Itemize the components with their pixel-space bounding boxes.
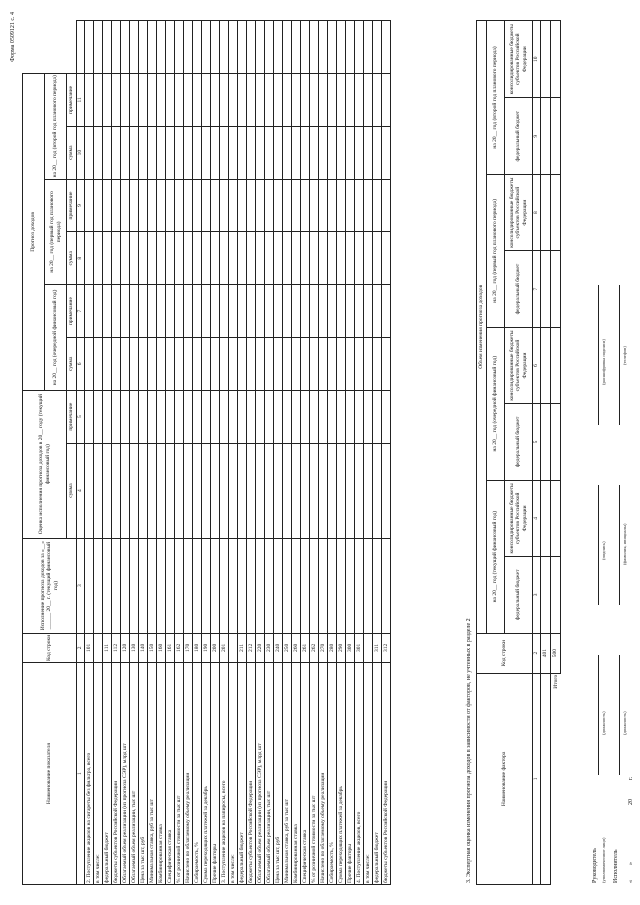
row-name: Облагаемый объем реализации, тыс шт <box>265 663 274 885</box>
row-code: 130 <box>130 633 139 663</box>
row-name: в том числе: <box>94 663 103 885</box>
s3-change-header: Объем изменения прогноза доходов <box>477 21 487 634</box>
subhead-sum-2: сумма <box>67 337 77 390</box>
row-name: бюджеты субъектов Российской Федерации <box>112 663 121 885</box>
table-row <box>229 21 238 885</box>
row-name: Прочие факторы <box>211 663 220 885</box>
sig-head2: (уполномоченное лицо) <box>601 837 606 883</box>
row-code: 140 <box>139 633 148 663</box>
s3-col-number: 10 <box>533 21 541 99</box>
row-code: 230 <box>265 633 274 663</box>
col-exec-header: Исполнение прогноза доходов за «__» ______ 20__ г. (текущий финансовый год) <box>23 538 77 633</box>
sig-date-g: г. <box>628 776 634 780</box>
row-code: 262 <box>310 633 319 663</box>
s3-sub-fed: федеральный бюджет <box>505 557 533 633</box>
row-code: 290 <box>337 633 346 663</box>
row-code: 220 <box>256 633 265 663</box>
main-table <box>22 20 391 885</box>
row-name: 4. Поступление акцизов, всего <box>355 663 364 885</box>
table-row <box>103 21 112 885</box>
row-code: 311 <box>373 633 382 663</box>
sig-sign-1: (подпись) <box>601 541 606 560</box>
col-y2-header: на 20__ год (первый год планового периода) <box>45 179 67 285</box>
s3-y1-header: на 20__ год (очередной финансовый год) <box>487 327 505 480</box>
col-number: 11 <box>77 73 85 126</box>
row-name: Минимальная ставка, руб за тыс шт <box>148 663 157 885</box>
sig-date-y: 20 <box>628 799 634 805</box>
row-name: Облагаемый объем реализации, тыс шт <box>130 663 139 885</box>
sig-date-q: « <box>628 880 634 883</box>
col-number: 4 <box>77 443 85 538</box>
section3-title: 3. Экспертная оценка изменения прогноза доходов в зависимости от факторов, не учтенных в разделе 2 <box>466 618 472 883</box>
table-row <box>355 21 364 885</box>
row-name: Цена за тыс шт, руб <box>274 663 283 885</box>
row-code: 280 <box>328 633 337 663</box>
row-name: Собираемость, % <box>193 663 202 885</box>
row-code: 101 <box>85 633 94 663</box>
row-code: 270 <box>319 633 328 663</box>
col-number: 10 <box>77 126 85 179</box>
table-row <box>346 21 355 885</box>
row-name: в том числе: <box>364 663 373 885</box>
row-name: Начислено по облагаемому объему реализации <box>184 663 193 885</box>
table-row <box>265 21 274 885</box>
col-number: 5 <box>77 390 85 443</box>
row-code: 211 <box>238 633 247 663</box>
row-code: 111 <box>103 633 112 663</box>
row-name: Комбинированная ставка <box>292 663 301 885</box>
subhead-note-1: примечание <box>67 390 77 443</box>
row-name: федеральный бюджет <box>103 663 112 885</box>
s3-y2-header: на 20__ год (первый год планового периода) <box>487 174 505 327</box>
col-name-header: Наименование показателя <box>23 663 77 885</box>
row-name: в том числе: <box>229 663 238 885</box>
row-code: 300 <box>346 633 355 663</box>
row-code: 240 <box>274 633 283 663</box>
table-row <box>94 21 103 885</box>
row-code: 161 <box>166 633 175 663</box>
row-name: бюджеты субъектов Российской Федерации <box>382 663 391 885</box>
row-code: 162 <box>175 633 184 663</box>
row-name: Минимальная ставка, руб за тыс шт <box>283 663 292 885</box>
s3-col-number: 8 <box>533 174 541 250</box>
row-name: Облагаемый объем реализации (из прогноза СЭР), млрд шт <box>256 663 265 885</box>
subhead-note-3: примечание <box>67 285 77 338</box>
row-code: 112 <box>112 633 121 663</box>
row-code: 301 <box>355 633 364 663</box>
row-code: 200 <box>211 633 220 663</box>
s3-sub-cons: консолидированные бюджеты субъектов Российской Федерации <box>505 21 533 99</box>
table-row <box>283 21 292 885</box>
row-code <box>94 633 103 663</box>
row-name: Сумма переходящих платежей за декабрь <box>202 663 211 885</box>
s3-row-code: 401 <box>541 633 551 673</box>
table-row <box>184 21 193 885</box>
row-code: 201 <box>220 633 229 663</box>
col-y1-header: на 20__ год (очередной финансовый год) <box>45 285 67 391</box>
table-row <box>202 21 211 885</box>
subhead-sum-6: сумма <box>67 126 77 179</box>
row-code: 212 <box>247 633 256 663</box>
table-row <box>139 21 148 885</box>
s3-sub-cons: консолидированные бюджеты субъектов Российской Федерации <box>505 174 533 250</box>
table-row <box>220 21 229 885</box>
row-name: 3. Поступление акцизов на папиросы, всего <box>220 663 229 885</box>
col-code-header: Код строки <box>23 633 77 663</box>
col-number: 7 <box>77 285 85 338</box>
row-name: Комбинированная ставка <box>157 663 166 885</box>
row-name: Облагаемый объем реализации (из прогноза СЭР), млрд шт <box>121 663 130 885</box>
table-row <box>274 21 283 885</box>
row-code: 312 <box>382 633 391 663</box>
table-row <box>148 21 157 885</box>
col-number: 1 <box>77 663 85 885</box>
table-row <box>364 21 373 885</box>
sig-exec: Исполнитель <box>613 849 619 883</box>
s3-col-number: 2 <box>533 633 541 673</box>
row-code <box>364 633 373 663</box>
row-code: 150 <box>148 633 157 663</box>
subhead-note-7: примечание <box>67 73 77 126</box>
form-code: Форма 0509121 с. 4 <box>10 12 16 62</box>
s3-col-number: 7 <box>533 251 541 327</box>
table-row <box>310 21 319 885</box>
row-name: бюджеты субъектов Российской Федерации <box>247 663 256 885</box>
s3-col-number: 6 <box>533 327 541 403</box>
table-row <box>238 21 247 885</box>
table-row <box>193 21 202 885</box>
row-code: 260 <box>292 633 301 663</box>
row-name: федеральный бюджет <box>373 663 382 885</box>
sig-decode: (расшифровка подписи) <box>601 339 606 385</box>
s3-total-code: 500 <box>551 633 561 673</box>
s3-y3-header: на 20__ год (второй год планового периода) <box>487 21 505 175</box>
row-code: 120 <box>121 633 130 663</box>
s3-y0-header: на 20__ год (текущий финансовый год) <box>487 480 505 633</box>
table-row <box>319 21 328 885</box>
row-name: Прочие факторы <box>346 663 355 885</box>
row-code: 160 <box>157 633 166 663</box>
row-code <box>229 633 238 663</box>
table-row <box>328 21 337 885</box>
col-est-header: Оценка исполнения прогноза доходов в 20__ году (текущий финансовый год) <box>23 390 67 538</box>
row-name: % от розничной стоимости за тыс шт <box>175 663 184 885</box>
s3-sub-cons: консолидированные бюджеты субъектов Российской Федерации <box>505 327 533 403</box>
row-name: Специфическая ставка <box>166 663 175 885</box>
row-name: федеральный бюджет <box>238 663 247 885</box>
row-name: Собираемость, % <box>328 663 337 885</box>
subhead-note-5: примечание <box>67 179 77 232</box>
s3-col-number: 1 <box>533 673 541 884</box>
col-forecast-header: Прогноз доходов <box>23 73 45 390</box>
table-row <box>373 21 382 885</box>
s3-sub-fed: федеральный бюджет <box>505 251 533 327</box>
col-number: 3 <box>77 538 85 633</box>
table-row <box>85 21 94 885</box>
s3-col-number: 3 <box>533 557 541 633</box>
sig-pos-2: (должность) <box>622 711 627 735</box>
row-name: Специфическая ставка <box>301 663 310 885</box>
row-code: 250 <box>283 633 292 663</box>
table-row <box>211 21 220 885</box>
row-code: 261 <box>301 633 310 663</box>
row-name: 2. Поступление акцизов на сигареты без фильтра, всего <box>85 663 94 885</box>
table-row <box>301 21 310 885</box>
table-row <box>292 21 301 885</box>
row-name: Цена за тыс шт, руб <box>139 663 148 885</box>
s3-code-header: Код строки <box>477 633 533 673</box>
row-name: % от розничной стоимости за тыс шт <box>310 663 319 885</box>
sig-fio: (фамилия, инициалы) <box>622 523 627 565</box>
table-row <box>157 21 166 885</box>
s3-row-factor <box>541 673 551 884</box>
s3-sub-cons: консолидированные бюджеты субъектов Российской Федерации <box>505 480 533 556</box>
s3-col-number: 4 <box>533 480 541 556</box>
table-row <box>166 21 175 885</box>
table-row <box>175 21 184 885</box>
sig-date-q2: » <box>628 862 634 865</box>
col-number: 8 <box>77 232 85 285</box>
table-row <box>247 21 256 885</box>
table-row <box>256 21 265 885</box>
col-number: 9 <box>77 179 85 232</box>
s3-col-number: 5 <box>533 404 541 480</box>
s3-col-number: 9 <box>533 98 541 174</box>
s3-sub-fed: федеральный бюджет <box>505 98 533 174</box>
table-row <box>130 21 139 885</box>
section3-table <box>476 20 561 885</box>
sig-phone: (телефон) <box>622 346 627 365</box>
s3-factor-header: Наименование фактора <box>477 673 533 884</box>
row-name: Начислено по облагаемому объему реализации <box>319 663 328 885</box>
row-code: 180 <box>193 633 202 663</box>
col-y3-header: на 20__ год (второй год планового периода) <box>45 73 67 179</box>
row-name: Сумма переходящих платежей за декабрь <box>337 663 346 885</box>
sig-head: Руководитель <box>592 848 598 883</box>
table-row <box>337 21 346 885</box>
s3-total-label: Итого <box>551 673 561 884</box>
table-row <box>382 21 391 885</box>
subhead-sum-0: сумма <box>67 443 77 538</box>
table-row <box>112 21 121 885</box>
table-row <box>121 21 130 885</box>
subhead-sum-4: сумма <box>67 232 77 285</box>
row-code: 190 <box>202 633 211 663</box>
s3-sub-fed: федеральный бюджет <box>505 404 533 480</box>
col-number: 2 <box>77 633 85 663</box>
col-number: 6 <box>77 337 85 390</box>
sig-pos-1: (должность) <box>601 711 606 735</box>
row-code: 170 <box>184 633 193 663</box>
